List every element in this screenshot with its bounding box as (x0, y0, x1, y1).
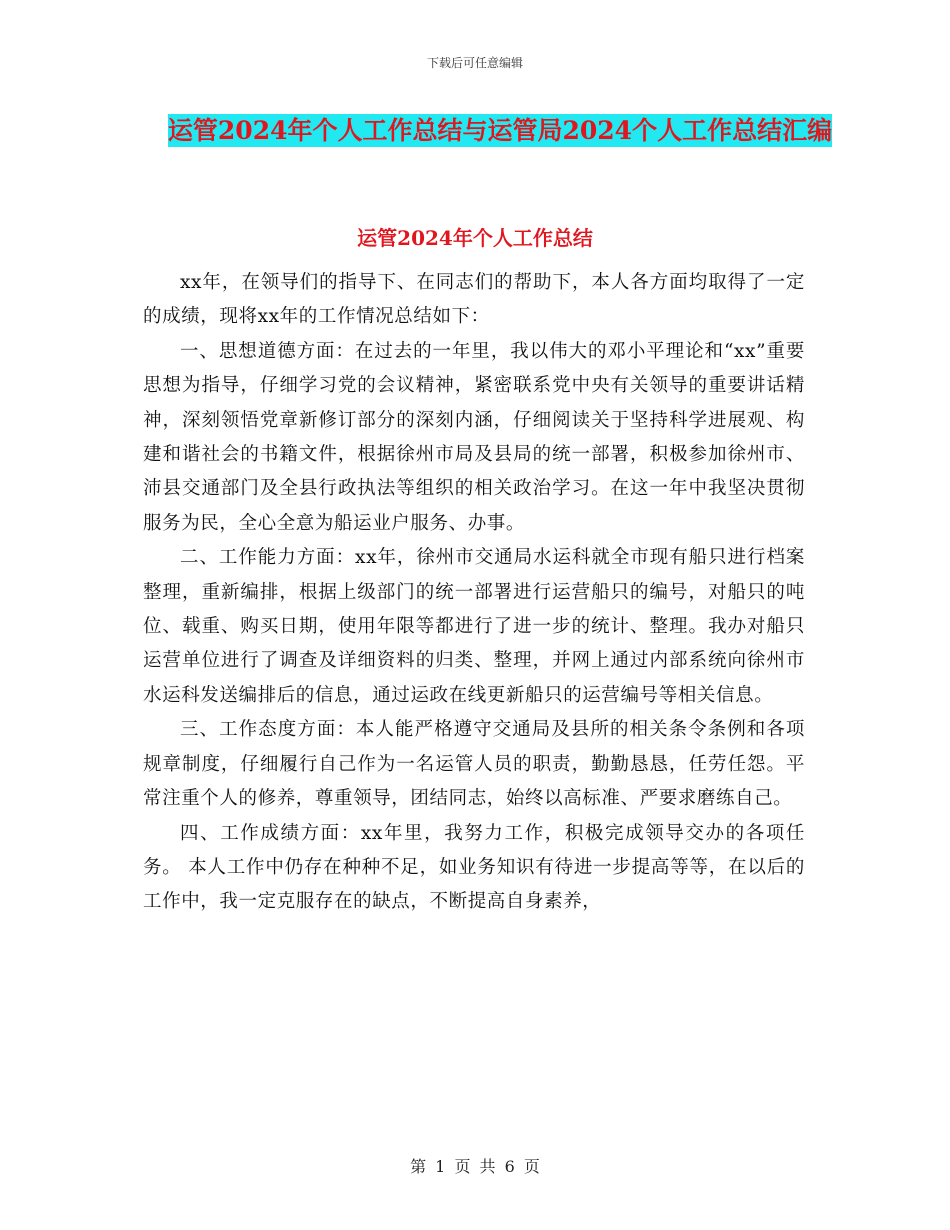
paragraph-achievements: 四、工作成绩方面：xx年里，我努力工作，积极完成领导交办的各项任务。 本人工作中仍存在种种不足，如业务知识有待进一步提高等等，在以后的工作中，我一定克服存在的缺点，不断提高自身素养， (143, 822, 805, 913)
document-body (143, 266, 805, 920)
paragraph-attitude: 三、工作态度方面：本人能严格遵守交通局及县所的相关条令条例和各项规章制度，仔细履行自己作为一名运管人员的职责，勤勤恳恳，任劳任怨。平常注重个人的修养，尊重领导，团结同志，始终以高标准、严要求磨练自己。 (143, 719, 805, 810)
section-title: 运管2024年个人工作总结 (357, 226, 593, 250)
paragraph-ideology: 一、思想道德方面：在过去的一年里，我以伟大的邓小平理论和“xx”重要思想为指导，仔细学习党的会议精神，紧密联系党中央有关领导的重要讲话精神，深刻领悟党章新修订部分的深刻内涵，仔细阅读关于坚持科学进展观、构建和谐社会的书籍文件，根据徐州市局及县局的统一部署，积极参加徐州市、沛县交通部门及全县行政执法等组织的相关政治学习。在这一年中我坚决贯彻服务为民，全心全意为船运业户服务、办事。 (143, 340, 805, 534)
page-number-footer: 第 1 页 共 6 页 (410, 1157, 540, 1176)
main-title-highlight: 运管2024年个人工作总结与运管局2024个人工作总结汇编 (167, 116, 833, 145)
document-main-title (140, 108, 860, 154)
paragraph-intro: xx年，在领导们的指导下、在同志们的帮助下，本人各方面均取得了一定的成绩，现将xx年的工作情况总结如下： (143, 272, 805, 328)
paragraph-ability: 二、工作能力方面：xx年，徐州市交通局水运科就全市现有船只进行档案整理，重新编排，根据上级部门的统一部署进行运营船只的编号，对船只的吨位、载重、购买日期，使用年限等都进行了进一步的统计、整理。我办对船只运营单位进行了调查及详细资料的归类、整理，并网上通过内部系统向徐州市水运科发送编排后的信息，通过运政在线更新船只的运营编号等相关信息。 (143, 547, 805, 706)
header-note: 下载后可任意编辑 (426, 56, 523, 70)
